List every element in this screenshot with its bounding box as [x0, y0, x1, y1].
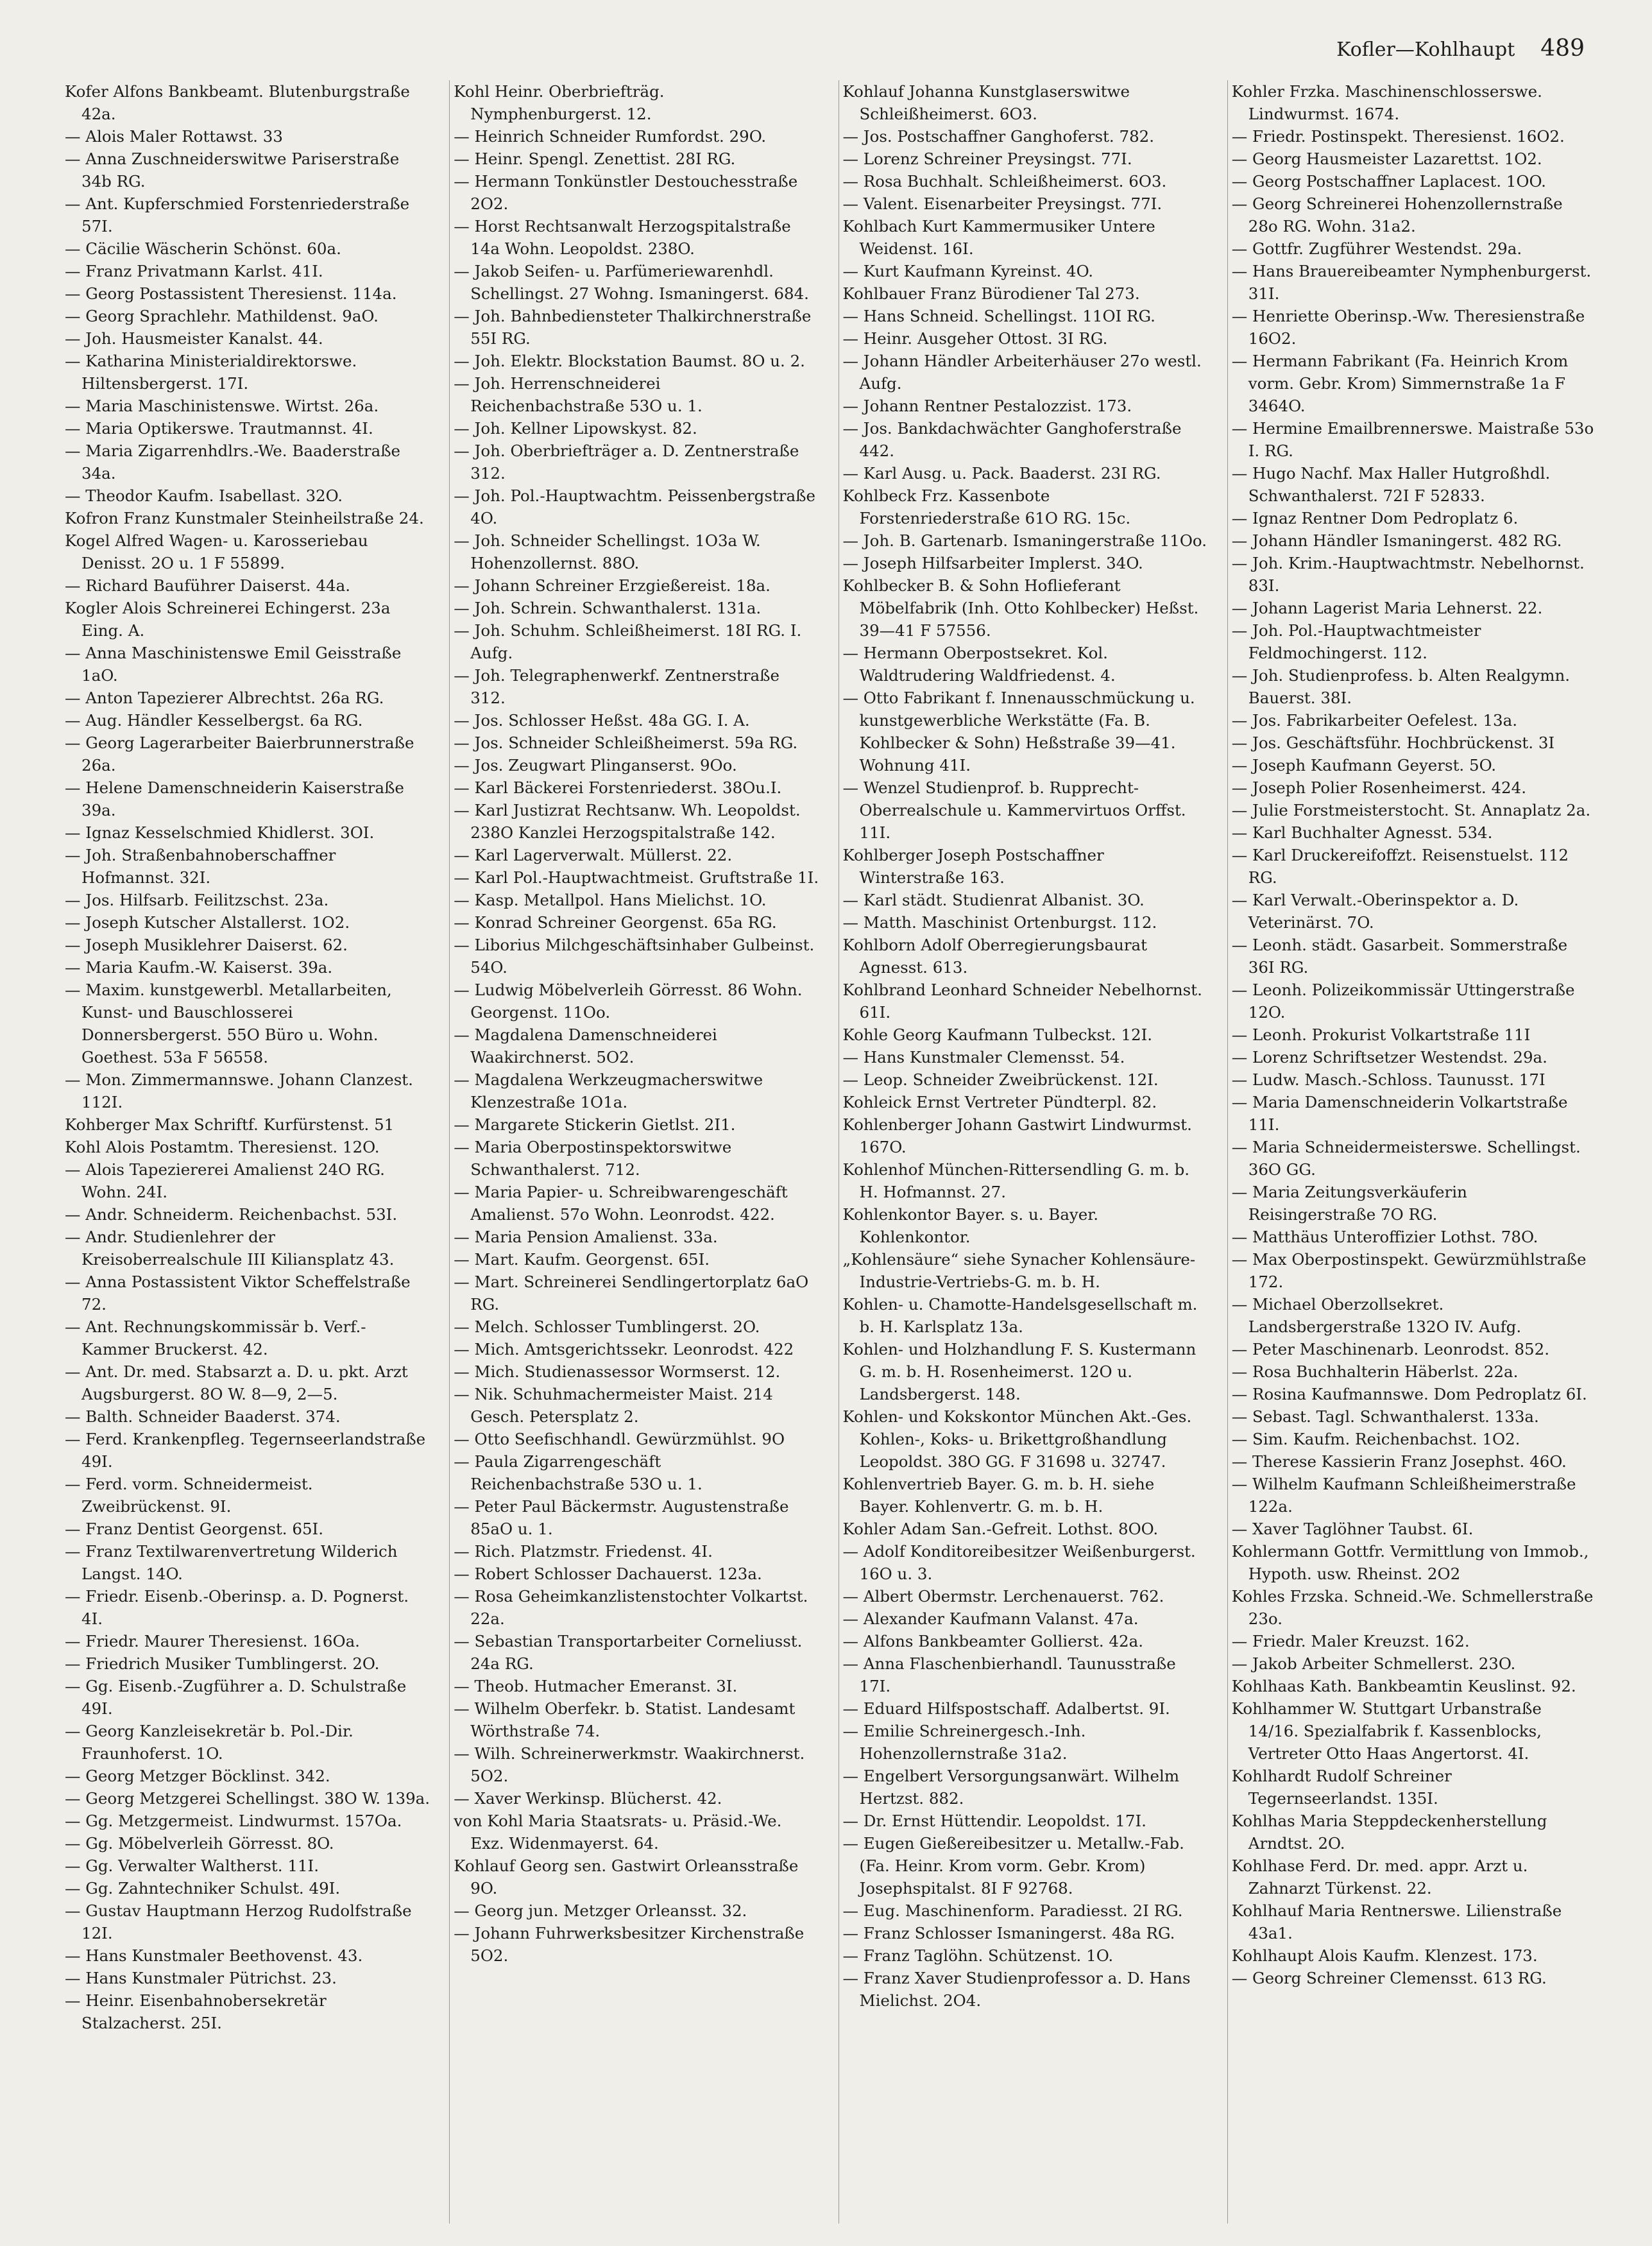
directory-entry: — Mon. Zimmermannswe. Johann Clanzest. 112I.: [65, 1070, 413, 1111]
directory-entry: Kohle Georg Kaufmann Tulbeckst. 12I.: [842, 1025, 1153, 1044]
directory-entry: — Maria Zigarrenhdlrs.-We. Baaderstraße 34a.: [65, 441, 401, 483]
directory-entry: — Joseph Hilfsarbeiter Implerst. 34O.: [842, 554, 1143, 572]
directory-entry: — Ant. Rechnungskommissär b. Verf.-Kammer Bruckerst. 42.: [65, 1317, 366, 1359]
directory-entry: — Wenzel Studienprof. b. Rupprecht-Oberrealschule u. Kammervirtuos Orffst. 11I.: [842, 778, 1186, 842]
directory-entry: — Wilhelm Kaufmann Schleißheimerstraße 122a.: [1231, 1475, 1576, 1516]
directory-entry: — Heinr. Eisenbahnobersekretär Stalzacherst. 25I.: [65, 1991, 327, 2032]
directory-entry: — Heinr. Spengl. Zenettist. 28I RG.: [454, 150, 736, 168]
directory-entry: — Julie Forstmeisterstocht. St. Annaplatz 2a.: [1231, 801, 1591, 819]
directory-entry: — Jakob Arbeiter Schmellerst. 23O.: [1231, 1654, 1516, 1673]
directory-entry: — Jakob Seifen- u. Parfümeriewarenhdl. Schellingst. 27 Wohng. Ismaningerst. 684.: [454, 262, 809, 303]
directory-entry: Kohlermann Gottfr. Vermittlung von Immob., Hypoth. usw. Rheinst. 2O2: [1231, 1542, 1589, 1583]
directory-entry: — Friedrich Musiker Tumblingerst. 2O.: [65, 1654, 380, 1673]
directory-entry: — Joh. Schneider Schellingst. 1O3a W. Hohenzollernst. 88O.: [454, 531, 761, 572]
directory-entry: „Kohlensäure“ siehe Synacher Kohlensäure-Industrie-Vertriebs-G. m. b. H.: [842, 1250, 1196, 1291]
directory-entry: — Kasp. Metallpol. Hans Mielichst. 1O.: [454, 891, 767, 909]
directory-entry: Kofer Alfons Bankbeamt. Blutenburgstraße 42a.: [65, 82, 410, 123]
directory-entry: — Ludwig Möbelverleih Görresst. 86 Wohn. Georgenst. 11Oo.: [454, 981, 803, 1022]
directory-entry: — Maria Zeitungsverkäuferin Reisingerstraße 7O RG.: [1231, 1183, 1467, 1224]
directory-entry: — Johann Lagerist Maria Lehnerst. 22.: [1231, 599, 1543, 617]
directory-entry: — Joh. Krim.-Hauptwachtmstr. Nebelhornst. 83I.: [1231, 554, 1585, 595]
directory-entry: — Georg jun. Metzger Orleansst. 32.: [454, 1901, 747, 1920]
directory-entry: — Rosa Buchhalt. Schleißheimerst. 6O3.: [842, 172, 1167, 191]
directory-entry: Kohlenhof München-Rittersendling G. m. b. H. Hofmannst. 27.: [842, 1160, 1190, 1201]
directory-entry: — Joseph Musiklehrer Daiserst. 62.: [65, 936, 348, 954]
directory-entry: — Hermine Emailbrennerswe. Maistraße 53o I. RG.: [1231, 419, 1594, 460]
directory-entry: — Cäcilie Wäscherin Schönst. 60a.: [65, 239, 341, 258]
directory-entry: — Eugen Gießereibesitzer u. Metallw.-Fab. (Fa. Heinr. Krom vorm. Gebr. Krom) Josephspitalst. 8I F 92768.: [842, 1834, 1184, 1898]
directory-entry: — Maria Oberpostinspektorswitwe Schwanthalerst. 712.: [454, 1138, 732, 1179]
directory-entry: Kohlenvertrieb Bayer. G. m. b. H. siehe Bayer. Kohlenvertr. G. m. b. H.: [842, 1475, 1155, 1516]
directory-entry: — Nik. Schuhmachermeister Maist. 214 Gesch. Petersplatz 2.: [454, 1385, 773, 1426]
directory-entry: Kohl Heinr. Oberbriefträg. Nymphenburgerst. 12.: [454, 82, 665, 123]
directory-entry: — Margarete Stickerin Gietlst. 2I1.: [454, 1115, 736, 1134]
directory-entry: — Sebast. Tagl. Schwanthalerst. 133a.: [1231, 1407, 1539, 1426]
directory-entry: — Peter Paul Bäckermstr. Augustenstraße 85aO u. 1.: [454, 1497, 789, 1538]
directory-entry: — Jos. Schlosser Heßst. 48a GG. I. A.: [454, 711, 750, 730]
directory-entry: — Joh. Elektr. Blockstation Baumst. 8O u. 2.: [454, 352, 805, 370]
directory-entry: — Joh. Straßenbahnoberschaffner Hofmannst. 32I.: [65, 846, 336, 887]
directory-entry: — Franz Schlosser Ismaningerst. 48a RG.: [842, 1924, 1175, 1942]
directory-entry: — Johann Händler Arbeiterhäuser 27o westl. Aufg.: [842, 352, 1202, 393]
directory-entry: — Matthäus Unteroffizier Lothst. 78O.: [1231, 1228, 1538, 1246]
directory-entry: — Jos. Zeugwart Plinganserst. 9Oo.: [454, 756, 737, 775]
directory-entry: — Jos. Postschaffner Ganghoferst. 782.: [842, 127, 1155, 146]
directory-entry: Kohlen- und Holzhandlung F. S. Kustermann G. m. b. H. Rosenheimerst. 12O u. Landsbergerst. 148.: [842, 1340, 1196, 1403]
directory-entry: — Hermann Tonkünstler Destouchesstraße 2O2.: [454, 172, 798, 213]
column-3: [839, 80, 1212, 2224]
directory-entry: — Georg Metzger Böcklinst. 342.: [65, 1767, 330, 1785]
running-title: Kofler—Kohlhaupt: [1336, 39, 1515, 61]
directory-entry: — Richard Bauführer Daiserst. 44a.: [65, 576, 351, 595]
directory-entry: — Anna Postassistent Viktor Scheffelstraße 72.: [65, 1273, 411, 1314]
directory-entry: — Hans Kunstmaler Clemensst. 54.: [842, 1048, 1125, 1067]
directory-entry: — Franz Privatmann Karlst. 41I.: [65, 262, 323, 280]
directory-entry: — Karl Verwalt.-Oberinspektor a. D. Veterinärst. 7O.: [1231, 891, 1519, 932]
directory-entry: — Joh. Schrein. Schwanthalerst. 131a.: [454, 599, 762, 617]
directory-entry: — Joh. Pol.-Hauptwachtm. Peissenbergstraße 4O.: [454, 486, 815, 527]
directory-entry: — Karl Lagerverwalt. Müllerst. 22.: [454, 846, 733, 864]
directory-entry: — Maria Papier- u. Schreibwarengeschäft Amalienst. 57o Wohn. Leonrodst. 422.: [454, 1183, 788, 1224]
directory-entry: — Johann Händler Ismaningerst. 482 RG.: [1231, 531, 1562, 550]
directory-entry: — Gg. Metzgermeist. Lindwurmst. 157Oa.: [65, 1812, 402, 1830]
directory-entry: — Friedr. Maler Kreuzst. 162.: [1231, 1632, 1470, 1650]
directory-entry: — Michael Oberzollsekret. Landsbergerstraße 132O IV. Aufg.: [1231, 1295, 1522, 1336]
directory-entry: Kohlenkontor Bayer. s. u. Bayer. Kohlenkontor.: [842, 1205, 1099, 1246]
directory-entry: Kohlbach Kurt Kammermusiker Untere Weidenst. 16I.: [842, 217, 1155, 258]
directory-entry: Kohles Frzska. Schneid.-We. Schmellerstraße 23o.: [1231, 1587, 1594, 1628]
directory-entry: — Joh. Schuhm. Schleißheimerst. 18I RG. I. Aufg.: [454, 621, 802, 662]
directory-entry: — Johann Rentner Pestalozzist. 173.: [842, 397, 1132, 415]
directory-entry: — Eduard Hilfspostschaff. Adalbertst. 9I.: [842, 1699, 1170, 1718]
directory-entry: — Karl Justizrat Rechtsanw. Wh. Leopoldst. 238O Kanzlei Herzogspitalstraße 142.: [454, 801, 801, 842]
directory-entry: — Hans Kunstmaler Pütrichst. 23.: [65, 1969, 337, 1987]
directory-entry: — Karl städt. Studienrat Albanist. 3O.: [842, 891, 1145, 909]
directory-entry: — Hans Brauereibeamter Nymphenburgerst. 31I.: [1231, 262, 1592, 303]
directory-entry: — Joh. B. Gartenarb. Ismaningerstraße 11Oo.: [842, 531, 1207, 550]
directory-entry: — Karl Druckereifoffzt. Reisenstuelst. 112 RG.: [1231, 846, 1569, 887]
directory-entry: — Max Oberpostinspekt. Gewürzmühlstraße 172.: [1231, 1250, 1587, 1291]
directory-entry: — Jos. Geschäftsführ. Hochbrückenst. 3I: [1231, 733, 1555, 752]
directory-entry: — Leop. Schneider Zweibrückenst. 12I.: [842, 1070, 1159, 1089]
directory-entry: — Otto Seefischhandl. Gewürzmühlst. 9O: [454, 1430, 785, 1448]
directory-entry: — Georg Sprachlehr. Mathildenst. 9aO.: [65, 307, 379, 325]
directory-entry: — Georg Hausmeister Lazarettst. 1O2.: [1231, 150, 1542, 168]
directory-entry: — Valent. Eisenarbeiter Preysingst. 77I.: [842, 194, 1162, 213]
directory-entry: — Karl Buchhalter Agnesst. 534.: [1231, 823, 1493, 842]
directory-entry: Kohlen- und Kokskontor München Akt.-Ges. Kohlen-, Koks- u. Brikettgroßhandlung Leopoldst. 38O GG. F 31698 u. 32747.: [842, 1407, 1192, 1471]
directory-entry: — Jos. Hilfsarb. Feilitzschst. 23a.: [65, 891, 329, 909]
directory-entry: — Konrad Schreiner Georgenst. 65a RG.: [454, 913, 777, 932]
directory-entry: Kohlbecker B. & Sohn Hoflieferant Möbelfabrik (Inh. Otto Kohlbecker) Heßst. 39—41 F 57556.: [842, 576, 1199, 640]
directory-entry: — Rosina Kaufmannswe. Dom Pedroplatz 6I.: [1231, 1385, 1587, 1403]
directory-entry: — Leonh. Prokurist Volkartstraße 11I: [1231, 1025, 1531, 1044]
directory-entry: — Eug. Maschinenform. Paradiesst. 2I RG.: [842, 1901, 1183, 1920]
directory-entry: — Hans Kunstmaler Beethovenst. 43.: [65, 1946, 363, 1965]
directory-entry: Kohlhas Maria Steppdeckenherstellung Arndtst. 2O.: [1231, 1812, 1547, 1853]
directory-entry: — Alois Maler Rottawst. 33: [65, 127, 283, 146]
directory-entry: — Gustav Hauptmann Herzog Rudolfstraße 12I.: [65, 1901, 412, 1942]
directory-entry: — Horst Rechtsanwalt Herzogspitalstraße 14a Wohn. Leopoldst. 238O.: [454, 217, 791, 258]
directory-entry: Kohlhaas Kath. Bankbeamtin Keuslinst. 92.: [1231, 1677, 1576, 1695]
directory-entry: — Joh. Telegraphenwerkf. Zentnerstraße 312.: [454, 666, 780, 707]
directory-entry: — Jos. Schneider Schleißheimerst. 59a RG.: [454, 733, 798, 752]
directory-entry: — Wilhelm Oberfekr. b. Statist. Landesamt Wörthstraße 74.: [454, 1699, 796, 1740]
directory-entry: — Joh. Hausmeister Kanalst. 44.: [65, 329, 323, 348]
directory-entry: — Anton Tapezierer Albrechtst. 26a RG.: [65, 689, 384, 707]
directory-entry: — Hermann Fabrikant (Fa. Heinrich Krom vorm. Gebr. Krom) Simmernstraße 1a F 3464O.: [1231, 352, 1569, 415]
directory-entry: — Ludw. Masch.-Schloss. Taunusst. 17I: [1231, 1070, 1546, 1089]
directory-entry: — Hans Schneid. Schellingst. 11OI RG.: [842, 307, 1155, 325]
page-number: 489: [1540, 35, 1585, 62]
directory-entry: — Friedr. Eisenb.-Oberinsp. a. D. Pognerst. 4I.: [65, 1587, 409, 1628]
directory-entry: — Rich. Platzmstr. Friedenst. 4I.: [454, 1542, 713, 1561]
directory-entry: — Anna Maschinistenswe Emil Geisstraße 1aO.: [65, 644, 402, 685]
directory-entry: Kohlberger Joseph Postschaffner Winterstraße 163.: [842, 846, 1104, 887]
directory-entry: Kohlbauer Franz Bürodiener Tal 273.: [842, 284, 1140, 303]
directory-entry: Kohlauf Johanna Kunstglaserswitwe Schleißheimerst. 6O3.: [842, 82, 1130, 123]
directory-entry: — Mart. Kaufm. Georgenst. 65I.: [454, 1250, 710, 1269]
directory-entry: — Gg. Zahntechniker Schulst. 49I.: [65, 1879, 341, 1898]
directory-entry: — Xaver Werkinsp. Blücherst. 42.: [454, 1789, 722, 1808]
directory-entry: — Maria Damenschneiderin Volkartstraße 11I.: [1231, 1093, 1568, 1134]
directory-entry: — Joh. Pol.-Hauptwachtmeister Feldmochingerst. 112.: [1231, 621, 1481, 662]
directory-entry: — Matth. Maschinist Ortenburgst. 112.: [842, 913, 1157, 932]
directory-entry: — Franz Textilwarenvertretung Wilderich Langst. 14O.: [65, 1542, 398, 1583]
directory-entry: — Ant. Kupferschmied Forstenriederstraße 57I.: [65, 194, 410, 236]
directory-entry: — Liborius Milchgeschäftsinhaber Gulbeinst. 54O.: [454, 936, 815, 977]
directory-entry: — Leonh. städt. Gasarbeit. Sommerstraße 36I RG.: [1231, 936, 1568, 977]
directory-entry: — Katharina Ministerialdirektorswe. Hiltensbergerst. 17I.: [65, 352, 357, 393]
directory-entry: — Magdalena Damenschneiderei Waakirchnerst. 5O2.: [454, 1025, 717, 1067]
directory-entry: — Albert Obermstr. Lerchenauerst. 762.: [842, 1587, 1164, 1606]
directory-entry: — Aug. Händler Kesselbergst. 6a RG.: [65, 711, 363, 730]
directory-entry: — Joh. Herrenschneiderei Reichenbachstraße 53O u. 1.: [454, 374, 703, 415]
directory-entry: — Andr. Schneiderm. Reichenbachst. 53I.: [65, 1205, 398, 1224]
directory-entry: — Gg. Möbelverleih Görresst. 8O.: [65, 1834, 334, 1853]
directory-entry: — Gottfr. Zugführer Westendst. 29a.: [1231, 239, 1522, 258]
directory-entry: Kohlenberger Johann Gastwirt Lindwurmst. 167O.: [842, 1115, 1192, 1156]
directory-entry: — Therese Kassierin Franz Josephst. 46O.: [1231, 1452, 1567, 1471]
directory-entry: — Rosa Geheimkanzlistenstochter Volkartst. 22a.: [454, 1587, 808, 1628]
directory-entry: — Joseph Kutscher Alstallerst. 1O2.: [65, 913, 350, 932]
directory-entry: — Magdalena Werkzeugmacherswitwe Klenzestraße 1O1a.: [454, 1070, 763, 1111]
directory-entry: Kohlborn Adolf Oberregierungsbaurat Agnesst. 613.: [842, 936, 1148, 977]
directory-entry: Kohler Adam San.-Gefreit. Lothst. 8OO.: [842, 1520, 1159, 1538]
directory-entry: — Joseph Polier Rosenheimerst. 424.: [1231, 778, 1526, 797]
directory-entry: Kohlhauf Maria Rentnerswe. Lilienstraße 43a1.: [1231, 1901, 1562, 1942]
directory-entry: — Anna Zuschneiderswitwe Pariserstraße 34b RG.: [65, 150, 400, 191]
directory-entry: — Dr. Ernst Hüttendir. Leopoldst. 17I.: [842, 1812, 1146, 1830]
directory-entry: Kohlhardt Rudolf Schreiner Tegernseerlandst. 135I.: [1231, 1767, 1452, 1808]
directory-entry: — Lorenz Schreiner Preysingst. 77I.: [842, 150, 1132, 168]
directory-entry: — Maxim. kunstgewerbl. Metallarbeiten, Kunst- und Bauschlosserei Donnersbergerst. 55O Büro u. Wohn. Goethest. 53a F 56558.: [65, 981, 392, 1067]
directory-entry: — Engelbert Versorgungsanwärt. Wilhelm Hertzst. 882.: [842, 1767, 1180, 1808]
directory-entry: Kogel Alfred Wagen- u. Karosseriebau Denisst. 2O u. 1 F 55899.: [65, 531, 368, 572]
directory-entry: — Emilie Schreinergesch.-Inh. Hohenzollernstraße 31a2.: [842, 1722, 1086, 1763]
directory-entry: — Alexander Kaufmann Valanst. 47a.: [842, 1609, 1139, 1628]
directory-entry: — Karl Bäckerei Forstenriederst. 38Ou.I.: [454, 778, 782, 797]
directory-entry: — Jos. Bankdachwächter Ganghoferstraße 442.: [842, 419, 1182, 460]
directory-entry: — Melch. Schlosser Tumblingerst. 2O.: [454, 1317, 760, 1336]
directory-entry: — Theodor Kaufm. Isabellast. 32O.: [65, 486, 343, 505]
directory-entry: — Robert Schlosser Dachauerst. 123a.: [454, 1564, 762, 1583]
directory-entry: — Otto Fabrikant f. Innenausschmückung u. kunstgewerbliche Werkstätte (Fa. B. Kohlbecker & Sohn) Heßstraße 39—41. Wohnung 41I.: [842, 689, 1195, 775]
directory-entry: — Ferd. Krankenpfleg. Tegernseerlandstraße 49I.: [65, 1430, 426, 1471]
directory-entry: — Joh. Oberbriefträger a. D. Zentnerstraße 312.: [454, 441, 799, 483]
directory-entry: — Ferd. vorm. Schneidermeist. Zweibrückenst. 9I.: [65, 1475, 313, 1516]
directory-entry: — Ignaz Kesselschmied Khidlerst. 3OI.: [65, 823, 375, 842]
directory-entry: — Andr. Studienlehrer der Kreisoberrealschule III Kiliansplatz 43.: [65, 1228, 395, 1269]
directory-entry: — Paula Zigarrengeschäft Reichenbachstraße 53O u. 1.: [454, 1452, 703, 1493]
directory-entry: — Georg Lagerarbeiter Baierbrunnerstraße 26a.: [65, 733, 414, 775]
directory-entry: — Karl Pol.-Hauptwachtmeist. Gruftstraße 1I.: [454, 868, 819, 887]
directory-entry: — Franz Xaver Studienprofessor a. D. Hans Mielichst. 2O4.: [842, 1969, 1191, 2010]
directory-entry: Kohl Alois Postamtm. Theresienst. 12O.: [65, 1138, 380, 1156]
directory-entry: — Franz Dentist Georgenst. 65I.: [65, 1520, 324, 1538]
directory-entry: Kohlbeck Frz. Kassenbote Forstenriederstraße 61O RG. 15c.: [842, 486, 1131, 527]
directory-entry: — Georg Kanzleisekretär b. Pol.-Dir. Fraunhoferst. 1O.: [65, 1722, 353, 1763]
directory-entry: — Sim. Kaufm. Reichenbachst. 1O2.: [1231, 1430, 1520, 1448]
directory-entry: Kofron Franz Kunstmaler Steinheilstraße 24.: [65, 509, 424, 527]
directory-entry: — Henriette Oberinsp.-Ww. Theresienstraße 16O2.: [1231, 307, 1585, 348]
directory-entry: — Maria Optikerswe. Trautmannst. 4I.: [65, 419, 373, 438]
directory-entry: — Georg Metzgerei Schellingst. 38O W. 139a.: [65, 1789, 430, 1808]
column-1: [61, 80, 434, 2224]
directory-entry: — Gg. Eisenb.-Zugführer a. D. Schulstraße 49I.: [65, 1677, 407, 1718]
directory-entry: — Kurt Kaufmann Kyreinst. 4O.: [842, 262, 1094, 280]
directory-entry: — Maria Maschinistenswe. Wirtst. 26a.: [65, 397, 379, 415]
directory-entry: Kogler Alois Schreinerei Echingerst. 23a Eing. A.: [65, 599, 391, 640]
directory-entry: — Maria Schneidermeisterswe. Schellingst. 36O GG.: [1231, 1138, 1581, 1179]
directory-entry: Kohberger Max Schriftf. Kurfürstenst. 51: [65, 1115, 395, 1134]
directory-entry: — Ant. Dr. med. Stabsarzt a. D. u. pkt. Arzt Augsburgerst. 8O W. 8—9, 2—5.: [65, 1362, 408, 1403]
directory-entry: — Heinr. Ausgeher Ottost. 3I RG.: [842, 329, 1108, 348]
directory-entry: — Adolf Konditoreibesitzer Weißenburgerst. 16O u. 3.: [842, 1542, 1196, 1583]
column-4: [1227, 80, 1601, 2224]
directory-entry: — Joh. Studienprofess. b. Alten Realgymn. Bauerst. 38I.: [1231, 666, 1571, 707]
directory-entry: — Xaver Taglöhner Taubst. 6I.: [1231, 1520, 1474, 1538]
directory-entry: — Mich. Amtsgerichtssekr. Leonrodst. 422: [454, 1340, 794, 1359]
directory-entry: — Friedr. Maurer Theresienst. 16Oa.: [65, 1632, 360, 1650]
directory-entry: — Ignaz Rentner Dom Pedroplatz 6.: [1231, 509, 1519, 527]
directory-entry: — Georg Postschaffner Laplacest. 1OO.: [1231, 172, 1546, 191]
directory-entry: — Joh. Kellner Lipowskyst. 82.: [454, 419, 697, 438]
directory-entry: Kohlauf Georg sen. Gastwirt Orleansstraße 9O.: [454, 1856, 799, 1898]
directory-entry: — Johann Schreiner Erzgießereist. 18a.: [454, 576, 771, 595]
page-header: [1302, 35, 1585, 74]
directory-entry: — Peter Maschinenarb. Leonrodst. 852.: [1231, 1340, 1549, 1359]
directory-entry: — Maria Pension Amalienst. 33a.: [454, 1228, 718, 1246]
directory-entry: — Lorenz Schriftsetzer Westendst. 29a.: [1231, 1048, 1547, 1067]
directory-entry: — Johann Fuhrwerksbesitzer Kirchenstraße 5O2.: [454, 1924, 805, 1965]
directory-entry: — Theob. Hutmacher Emeranst. 3I.: [454, 1677, 738, 1695]
directory-entry: Kohlhaupt Alois Kaufm. Klenzest. 173.: [1231, 1946, 1538, 1965]
directory-entry: — Alfons Bankbeamter Gollierst. 42a.: [842, 1632, 1143, 1650]
directory-entry: Kohleick Ernst Vertreter Pündterpl. 82.: [842, 1093, 1157, 1111]
directory-entry: — Leonh. Polizeikommissär Uttingerstraße 12O.: [1231, 981, 1575, 1022]
directory-entry: — Georg Postassistent Theresienst. 114a.: [65, 284, 397, 303]
directory-entry: Kohlen- u. Chamotte-Handelsgesellschaft m. b. H. Karlsplatz 13a.: [842, 1295, 1198, 1336]
column-2: [449, 80, 822, 2224]
directory-entry: — Anna Flaschenbierhandl. Taunusstraße 17I.: [842, 1654, 1176, 1695]
directory-entry: — Georg Schreiner Clemensst. 613 RG.: [1231, 1969, 1547, 1987]
directory-entry: — Rosa Buchhalterin Häberlst. 22a.: [1231, 1362, 1519, 1381]
directory-entry: — Sebastian Transportarbeiter Corneliusst. 24a RG.: [454, 1632, 803, 1673]
directory-entry: — Friedr. Postinspekt. Theresienst. 16O2.: [1231, 127, 1565, 146]
directory-entry: — Alois Tapeziererei Amalienst 24O RG. Wohn. 24I.: [65, 1160, 385, 1201]
directory-entry: — Balth. Schneider Baaderst. 374.: [65, 1407, 341, 1426]
directory-entry: — Maria Kaufm.-W. Kaiserst. 39a.: [65, 958, 333, 977]
directory-entry: — Joh. Bahnbediensteter Thalkirchnerstraße 55I RG.: [454, 307, 812, 348]
directory-entry: — Heinrich Schneider Rumfordst. 29O.: [454, 127, 767, 146]
directory-entry: — Georg Schreinerei Hohenzollernstraße 28o RG. Wohn. 31a2.: [1231, 194, 1563, 236]
directory-entry: — Karl Ausg. u. Pack. Baaderst. 23I RG.: [842, 464, 1161, 483]
directory-entry: — Hermann Oberpostsekret. Kol. Waldtrudering Waldfriedenst. 4.: [842, 644, 1116, 685]
directory-entry: Kohler Frzka. Maschinenschlosserswe. Lindwurmst. 1674.: [1231, 82, 1542, 123]
directory-entry: von Kohl Maria Staatsrats- u. Präsid.-We. Exz. Widenmayerst. 64.: [454, 1812, 782, 1853]
directory-entry: — Gg. Verwalter Waltherst. 11I.: [65, 1856, 319, 1875]
directory-entry: — Hugo Nachf. Max Haller Hutgroßhdl. Schwanthalerst. 72I F 52833.: [1231, 464, 1551, 505]
directory-entry: — Mart. Schreinerei Sendlingertorplatz 6aO RG.: [454, 1273, 809, 1314]
directory-entry: — Joseph Kaufmann Geyerst. 5O.: [1231, 756, 1497, 775]
entry-columns: [61, 80, 1601, 2224]
directory-entry: — Jos. Fabrikarbeiter Oefelest. 13a.: [1231, 711, 1518, 730]
directory-entry: — Helene Damenschneiderin Kaiserstraße 39a.: [65, 778, 404, 819]
directory-entry: — Wilh. Schreinerwerkmstr. Waakirchnerst. 5O2.: [454, 1744, 805, 1785]
directory-entry: — Mich. Studienassessor Wormserst. 12.: [454, 1362, 781, 1381]
directory-entry: Kohlbrand Leonhard Schneider Nebelhornst. 61I.: [842, 981, 1202, 1022]
directory-entry: Kohlhase Ferd. Dr. med. appr. Arzt u. Zahnarzt Türkenst. 22.: [1231, 1856, 1528, 1898]
directory-entry: — Franz Taglöhn. Schützenst. 1O.: [842, 1946, 1114, 1965]
directory-entry: Kohlhammer W. Stuttgart Urbanstraße 14/16. Spezialfabrik f. Kassenblocks, Vertreter Otto Haas Angertorst. 4I.: [1231, 1699, 1542, 1763]
